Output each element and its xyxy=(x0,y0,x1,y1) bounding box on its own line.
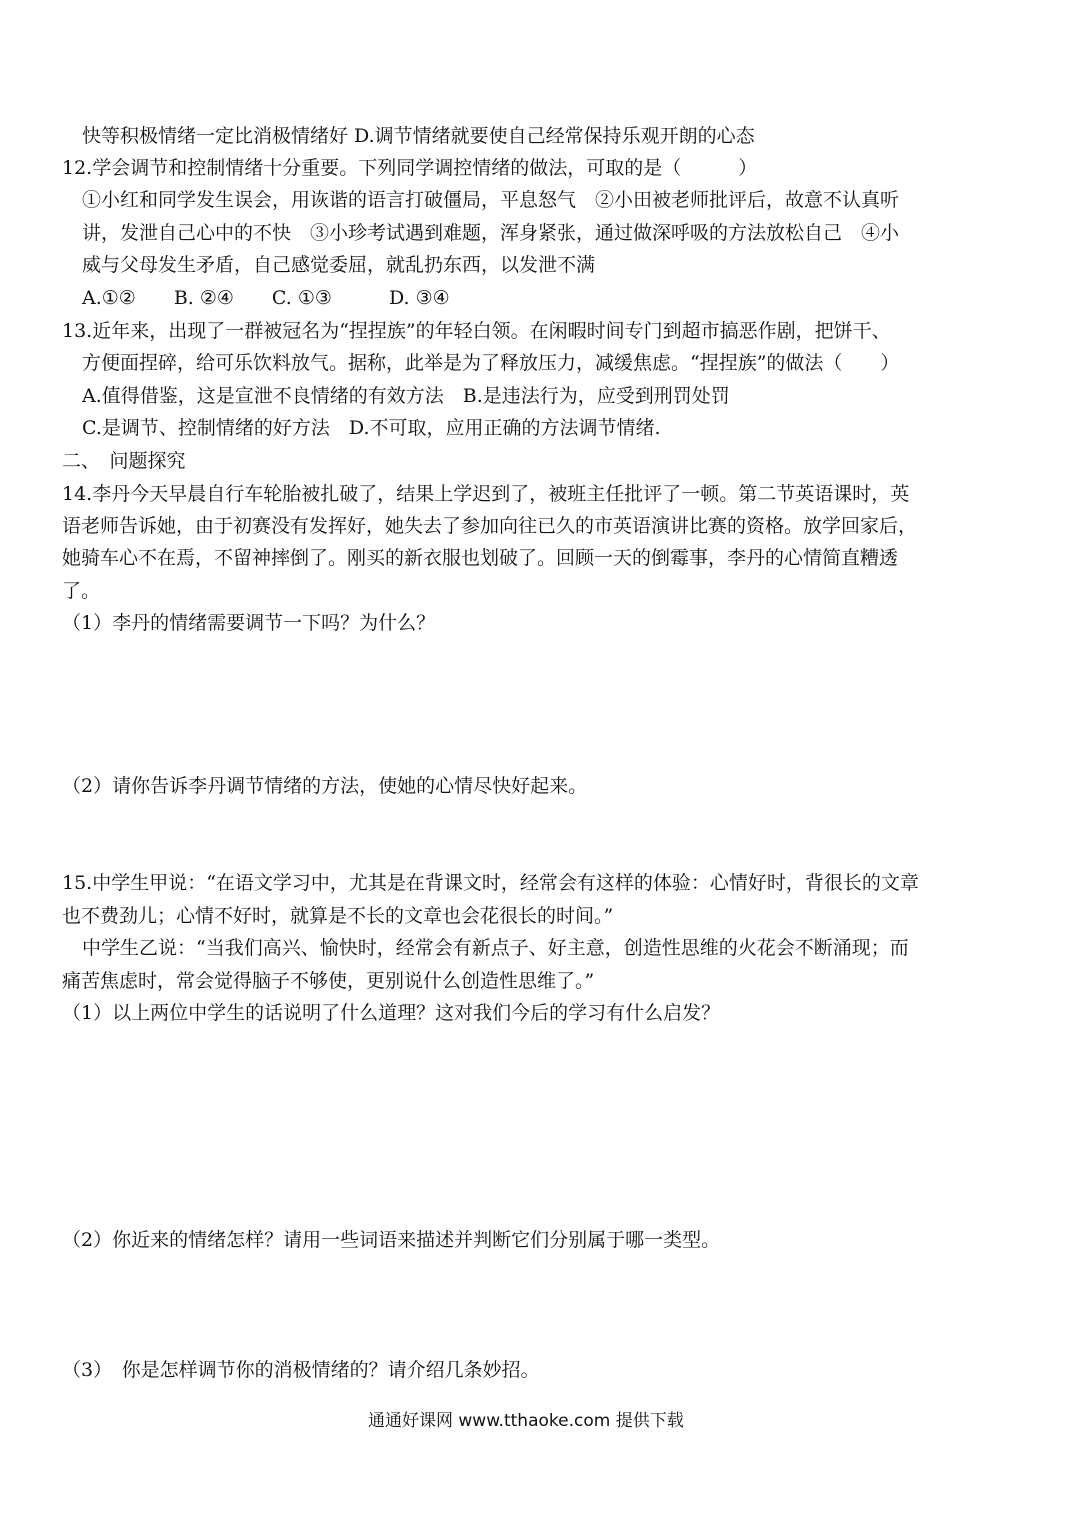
sub-question: （3） 你是怎样调节你的消极情绪的？请介绍几条妙招。 xyxy=(62,1359,540,1381)
text-line: 也不费劲儿；心情不好时，就算是不长的文章也会花很长的时间。” xyxy=(62,905,614,927)
text-line: 了。 xyxy=(62,580,101,602)
sub-question: （1）李丹的情绪需要调节一下吗？为什么？ xyxy=(62,612,436,634)
section-heading: 二、 问题探究 xyxy=(62,450,186,472)
text-line: 讲，发泄自己心中的不快 ③小珍考试遇到难题，浑身紧张，通过做深呼吸的方法放松自己 ④小 xyxy=(82,222,900,244)
text-line: 她骑车心不在焉，不留神摔倒了。刚买的新衣服也划破了。回顾一天的倒霉事，李丹的心情简直糟透 xyxy=(62,547,899,569)
page-footer: 通通好课网 www.tthaoke.com 提供下载 xyxy=(368,1411,684,1431)
sub-question: （2）你近来的情绪怎样？请用一些词语来描述并判断它们分别属于哪一类型。 xyxy=(62,1229,721,1251)
question-13-options: C.是调节、控制情绪的好方法 D.不可取，应用正确的方法调节情绪. xyxy=(82,417,661,439)
question-14-stem: 14.李丹今天早晨自行车轮胎被扎破了，结果上学迟到了，被班主任批评了一顿。第二节英语课时，英 xyxy=(62,483,910,505)
question-13-stem: 13.近年来，出现了一群被冠名为“捏捏族”的年轻白领。在闲暇时间专门到超市搞恶作剧，把饼干、 xyxy=(62,320,891,342)
text-line: 方便面捏碎，给可乐饮料放气。据称，此举是为了释放压力，减缓焦虑。“捏捏族”的做法（ ） xyxy=(82,352,900,374)
text-line: 语老师告诉她，由于初赛没有发挥好，她失去了参加向往已久的市英语演讲比赛的资格。放学回家后， xyxy=(62,515,918,537)
sub-question: （2）请你告诉李丹调节情绪的方法，使她的心情尽快好起来。 xyxy=(62,775,588,797)
question-15-stem: 15.中学生甲说：“在语文学习中，尤其是在背课文时，经常会有这样的体验：心情好时，背很长的文章 xyxy=(62,872,919,894)
question-13-options: A.值得借鉴，这是宣泄不良情绪的有效方法 B.是违法行为，应受到刑罚处罚 xyxy=(82,385,730,407)
text-line: 中学生乙说：“当我们高兴、愉快时，经常会有新点子、好主意，创造性思维的火花会不断涌现；而 xyxy=(82,937,909,959)
text-line: 快等积极情绪一定比消极情绪好 D.调节情绪就要使自己经常保持乐观开朗的心态 xyxy=(82,125,755,147)
text-line: 威与父母发生矛盾，自己感觉委屈，就乱扔东西，以发泄不满 xyxy=(82,254,596,276)
sub-question: （1）以上两位中学生的话说明了什么道理？这对我们今后的学习有什么启发？ xyxy=(62,1002,721,1024)
question-12-options: A.①② B. ②④ C. ①③ D. ③④ xyxy=(82,287,450,309)
text-line: 痛苦焦虑时，常会觉得脑子不够使，更别说什么创造性思维了。” xyxy=(62,970,595,992)
text-line: ①小红和同学发生误会，用诙谐的语言打破僵局，平息怒气 ②小田被老师批评后，故意不认真听 xyxy=(82,189,900,211)
question-12-stem: 12.学会调节和控制情绪十分重要。下列同学调控情绪的做法，可取的是（ ） xyxy=(62,157,758,179)
